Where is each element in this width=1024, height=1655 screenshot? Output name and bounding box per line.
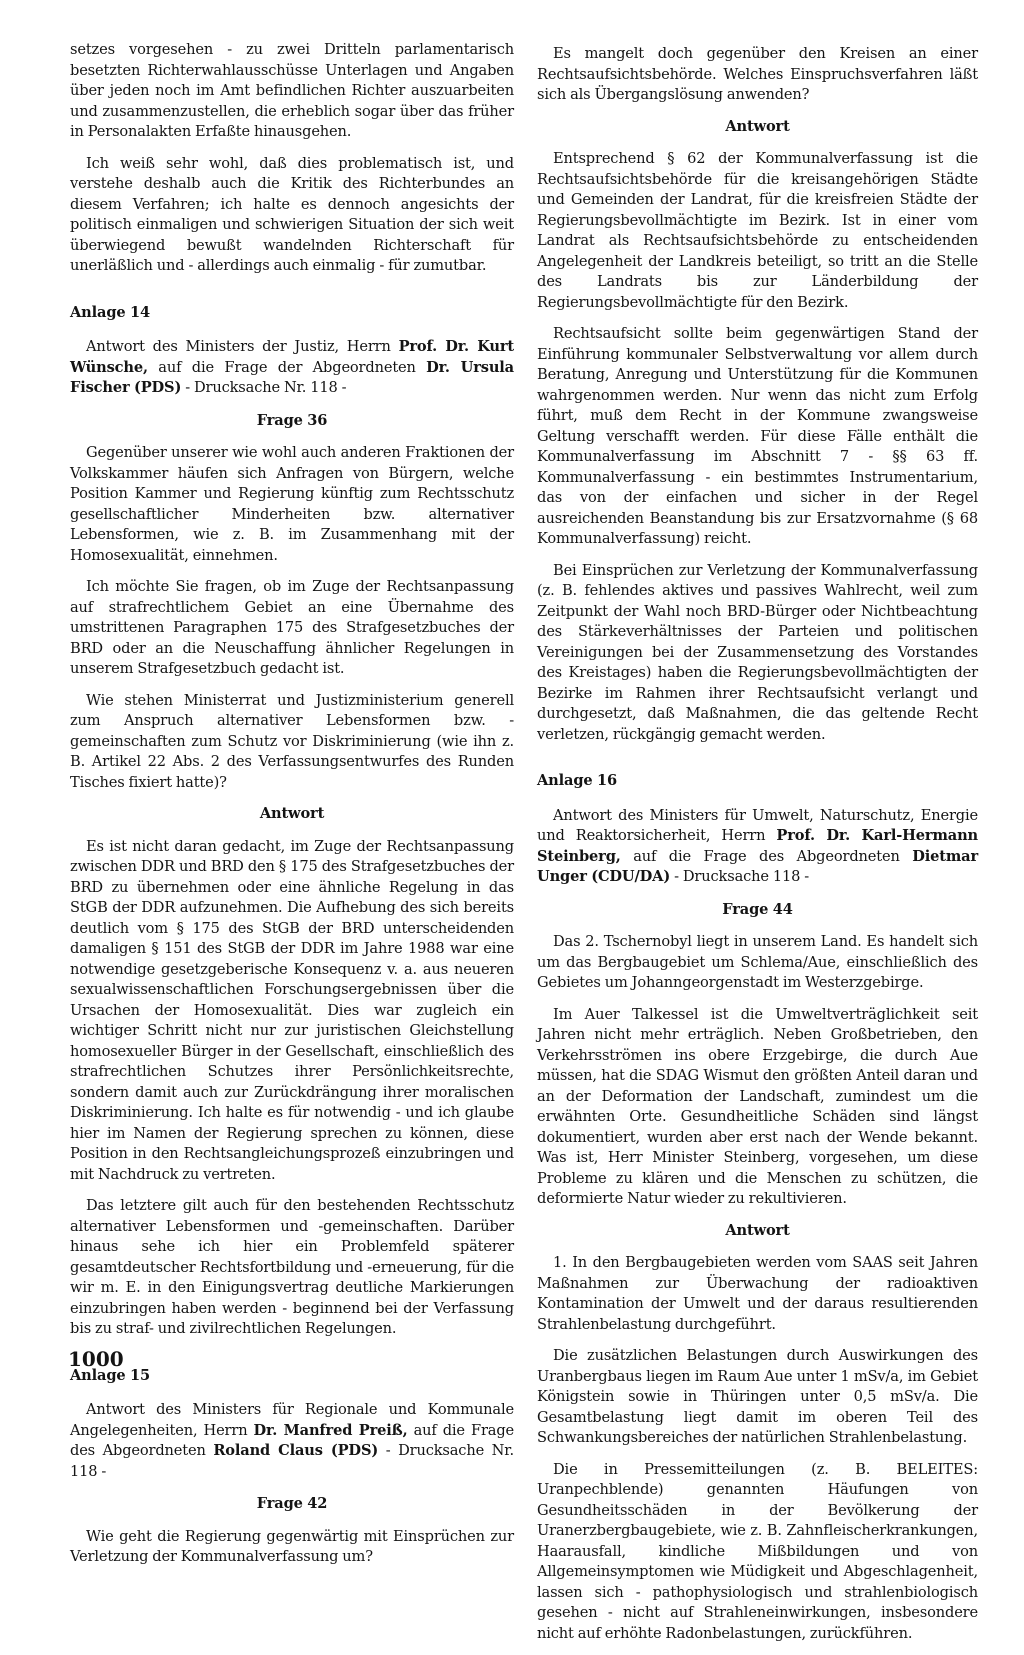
section-title: Anlage 14 [70,303,150,321]
section-title: Anlage 15 [70,1366,150,1384]
answer-intro: Antwort des Ministers für Umwelt, Naturschutz, Energie und Reaktorsicherheit, Herrn Prof. Dr. Karl-Hermann Steinberg, auf die Frage des Abgeordneten Dietmar Unger (CDU/DA) - Drucksache 118 - [537,806,978,885]
minister-name: Prof. Dr. Kurt Wünsche, [70,338,514,376]
minister-name: Prof. Dr. Karl-Hermann Steinberg, [537,827,978,865]
answer-heading: Antwort [725,117,790,135]
section-title: Anlage 16 [537,772,617,789]
answer-intro: Antwort des Ministers für Regionale und Kommunale Angelegenheiten, Herrn Dr. Manfred Preiß, auf die Frage des Abgeordneten Roland Claus (PDS) - Drucksache Nr. 118 - [70,1401,515,1480]
paragraph: Das letztere gilt auch für den bestehenden Rechtsschutz alternativer Lebensformen und -gemeinschaften. Darüber hinaus sehe ich hier ein Problemfeld späterer gesamtdeutscher Rechtsfortbildung und -erneuerung, für die wir m. E. in den Einigungsvertrag deutliche Markierungen einzubringen haben werden - beginnend bei der Verfassung bis zu straf- und zivilrechtlichen Regelungen. [70,1197,514,1337]
right-column [537,44,978,1655]
paragraph: Im Auer Talkessel ist die Umweltverträglichkeit seit Jahren nicht mehr erträglich. Neben Großbetrieben, den Verkehrsströmen ins obere Erzgebirge, die durch Aue müssen, hat die SDAG Wismut den größten Anteil daran und an der Deformation der Landschaft, zumindest um die erwähnten Orte. Gesundheitliche Schäden sind längst dokumentiert, wurden aber erst nach der Wende bekannt. Was ist, Herr Minister Steinberg, vorgesehen, um diese Probleme zu klären und die Menschen zu schützen, die deformierte Natur wieder zu rekultivieren. [537,1005,978,1207]
paragraph: setzes vorgesehen - zu zwei Dritteln parlamentarisch besetzten Richterwahlausschüsse Unterlagen und Angaben über jeden noch im Amt befindlichen Richter auszuarbeiten und zusammenzustellen, die erheblich sogar über das früher in Personalakten Erfaßte hinausgehen. [70,41,514,140]
paragraph: Bei Einsprüchen zur Verletzung der Kommunalverfassung (z. B. fehlendes aktives und passives Wahlrecht, weil zum Zeitpunkt der Wahl noch BRD-Bürger oder Nichtbeachtung des Stärkeverhältnisses der Parteien und politischen Vereinigungen bei der Zusammensetzung des Vorstandes des Kreistages) haben die Regierungsbevollmächtigten der Bezirke im Rahmen ihrer Rechtsaufsicht verlangt und durchgesetzt, daß Maßnahmen, die das geltende Recht verletzen, rückgängig gemacht werden. [537,561,978,743]
paragraph: Die in Pressemitteilungen (z. B. BELEITES: Uranpechblende) genannten Häufungen von Gesundheitsschäden in der Bevölkerung der Uranerzbergbaugebiete, wie z. B. Zahnfleischerkrankungen, Haarausfall, kindliche Mißbildungen und von Allgemeinsymptomen wie Müdigkeit und Abgeschlagenheit, lassen sich - pathophysiologisch und strahlenbiologisch gesehen - nicht auf Strahleneinwirkungen, insbesondere nicht auf erhöhte Radonbelastungen, zurückführen. [537,1460,978,1642]
answer-intro: Antwort des Ministers der Justiz, Herrn Prof. Dr. Kurt Wünsche, auf die Frage der Abgeordneten Dr. Ursula Fischer (PDS) - Drucksache Nr. 118 - [70,338,514,396]
page-number: 1000 [68,1347,124,1371]
delegate-name: Dietmar Unger (CDU/DA) [537,847,978,885]
paragraph: Wie geht die Regierung gegenwärtig mit Einsprüchen zur Verletzung der Kommunalverfassung um? [70,1527,514,1565]
paragraph: Ich weiß sehr wohl, daß dies problematisch ist, und verstehe deshalb auch die Kritik des Richterbundes an diesem Verfahren; ich halte es dennoch angesichts der politisch einmaligen und schwierigen Situation der sich weit überwiegend bewußt wandelnden Richterschaft für unerläßlich und - allerdings auch einmalig - für zumutbar. [70,154,514,274]
paragraph: 1. In den Bergbaugebieten werden vom SAAS seit Jahren Maßnahmen zur Überwachung der radioaktiven Kontamination der Umwelt und der daraus resultierenden Strahlenbelastung durchgeführt. [537,1254,978,1333]
question-heading: Frage 42 [256,1495,328,1512]
paragraph: Rechtsaufsicht sollte beim gegenwärtigen Stand der Einführung kommunaler Selbstverwaltung vor allem durch Beratung, Anregung und Unterstützung für die Kommunen wahrgenommen werden. Nur wenn das nicht zum Erfolg führt, muß dem Recht in der Kommune zwangsweise Geltung verschafft werden. Für diese Fälle enthält die Kommunalverfassung im Abschnitt 7 - §§ 63 ff. Kommunalverfassung - ein bestimmtes Instrumentarium, das von der einfachen und sicher in der Regel ausreichenden Beanstandung bis zur Ersatzvornahme (§ 68 Kommunalverfassung) reicht. [537,325,978,547]
delegate-name: Dr. Ursula Fischer (PDS) [70,358,514,396]
delegate-name: Roland Claus (PDS) [213,1442,379,1459]
question-heading: Frage 36 [256,411,328,429]
paragraph: Entsprechend § 62 der Kommunalverfassung ist die Rechtsaufsichtsbehörde für die kreisangehörigen Städte und Gemeinden der Landrat, für die kreisfreien Städte der Regierungsbevollmächtigte im Bezirk. Ist in einer vom Landrat als Rechtsaufsichtsbehörde zu entscheidenden Angelegenheit der Landkreis beteiligt, so tritt an die Stelle des Landrats bis zur Länderbildung der Regierungsbevollmächtigte für den Bezirk. [537,150,978,311]
paragraph: Gegenüber unserer wie wohl auch anderen Fraktionen der Volkskammer häufen sich Anfragen von Bürgern, welche Position Kammer und Regierung künftig zum Rechtsschutz gesellschaftlicher Minderheiten bzw. alternativer Lebensformen, wie z. B. im Zusammenhang mit der Homosexualität, einnehmen. [70,444,514,564]
answer-heading: Antwort [259,805,325,822]
paragraph: Wie stehen Ministerrat und Justizministerium generell zum Anspruch alternativer Lebensformen bzw. -gemeinschaften zum Schutz vor Diskriminierung (wie ihn z. B. Artikel 22 Abs. 2 des Verfassungsentwurfes des Runden Tisches fixiert hatte)? [70,691,514,791]
paragraph: Es mangelt doch gegenüber den Kreisen an einer Rechtsaufsichtsbehörde. Welches Einspruchsverfahren läßt sich als Übergangslösung anwenden? [537,45,978,103]
minister-name: Dr. Manfred Preiß, [253,1421,408,1439]
answer-heading: Antwort [725,1221,790,1239]
question-heading: Frage 44 [722,900,793,918]
left-column [70,40,514,1579]
paragraph: Ich möchte Sie fragen, ob im Zuge der Rechtsanpassung auf strafrechtlichem Gebiet an eine Übernahme des umstrittenen Paragraphen 175 des Strafgesetzbuches der BRD oder an die Neuschaffung ähnlicher Regelungen in unserem Strafgesetzbuch gedacht ist. [70,578,514,677]
paragraph: Das 2. Tschernobyl liegt in unserem Land. Es handelt sich um das Bergbaugebiet um Schlema/Aue, einschließlich des Gebietes um Johanngeorgenstadt im Westerzgebirge. [537,933,978,991]
paragraph: Es ist nicht daran gedacht, im Zuge der Rechtsanpassung zwischen DDR und BRD den § 175 des Strafgesetzbuches der BRD zu übernehmen oder eine ähnliche Regelung in das StGB der DDR aufzunehmen. Die Aufhebung des sich bereits deutlich vom § 175 des StGB der BRD unterscheidenden damaligen § 151 des StGB der DDR im Jahre 1988 war eine notwendige gesetzgeberische Konsequenz v. a. aus neueren sexualwissenschaftlichen Forschungsergebnissen über die Ursachen der Homosexualität. Dies war zugleich ein wichtiger Schritt nicht nur zur juristischen Gleichstellung homosexueller Bürger in der Gesellschaft, einschließlich des strafrechtlichen Schutzes ihrer Persönlichkeitsrechte, sondern damit auch zur Zurückdrängung ihrer moralischen Diskriminierung. Ich halte es für notwendig - und ich glaube hier im Namen der Regierung sprechen zu können, diese Position in den Rechtsangleichungsprozeß einzubringen und mit Nachdruck zu vertreten. [70,837,514,1183]
paragraph: Die zusätzlichen Belastungen durch Auswirkungen des Uranbergbaus liegen im Raum Aue unter 1 mSv/a, im Gebiet Königstein sowie in Thüringen unter 0,5 mSv/a. Die Gesamtbelastung liegt damit im oberen Teil des Schwankungsbereiches der natürlichen Strahlenbelastung. [537,1347,978,1446]
